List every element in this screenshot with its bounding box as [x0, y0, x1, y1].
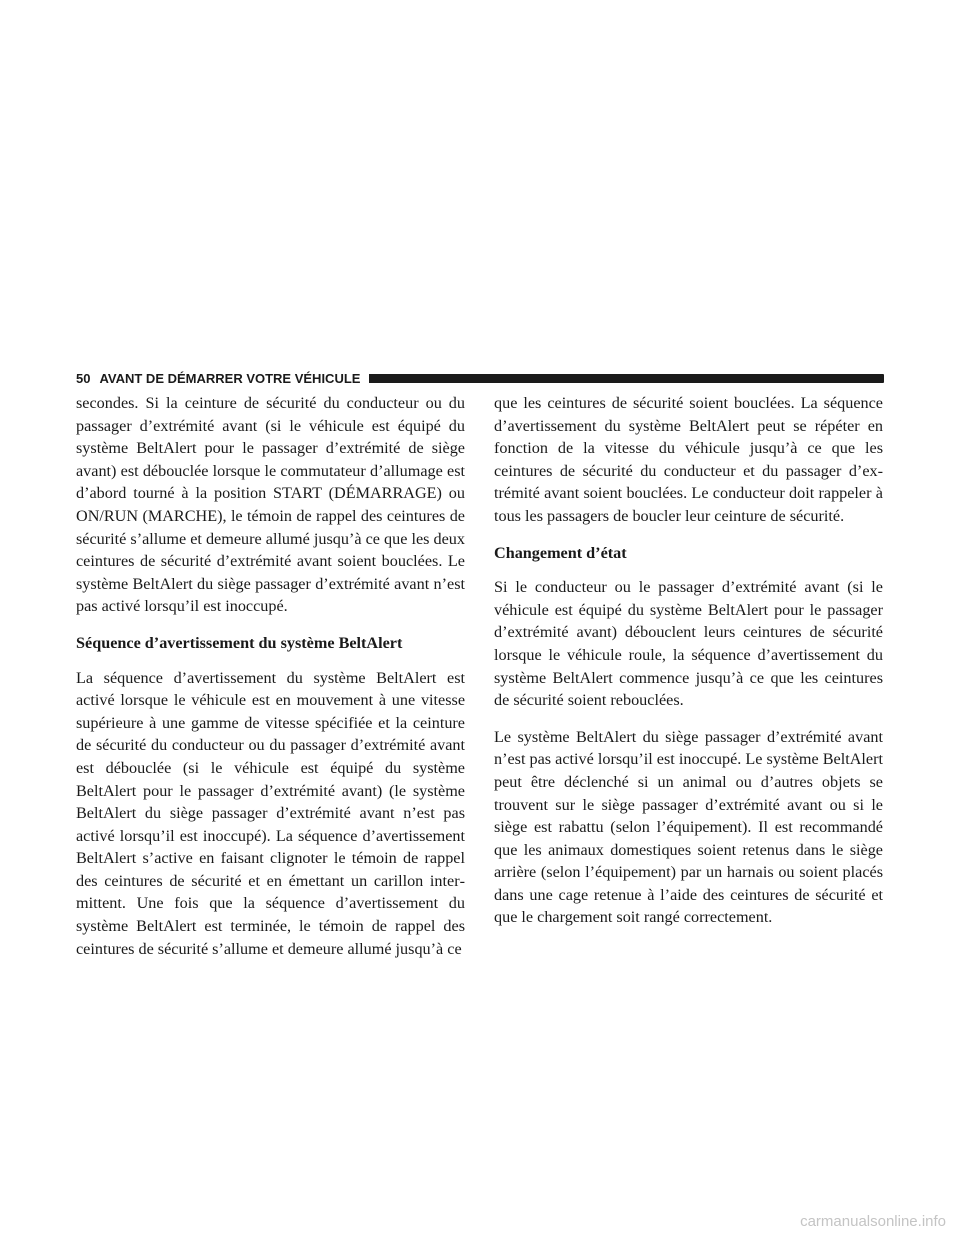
page-number: 50: [76, 370, 91, 386]
heading-beltalert-sequence: Séquence d’avertissement du système BeltAlert: [76, 633, 403, 652]
watermark-text: carmanualsonline.info: [800, 1213, 946, 1230]
left-paragraph-2: La séquence d’avertissement du système BeltAlert est activé lorsque le véhicule est en mouvement à une vitesse supérieure à une gamme de vitesse spécifiée et la ceinture de sécurité du conducteur ou du passager d’extrémité avant est débouclée (si le véhicule est équipé du système BeltAlert pour le passager d’extrémité avant) (le système BeltAlert du siège passager d’extrémité avant n’est pas activé lorsqu’il est inoccupé). La séquence d’avertissement BeltAlert s’active en faisant clignoter le témoin de rappel des ceintures de sécurité et en émettant un carillon intermittent. Une fois que la séquence d’avertissement du système BeltAlert est terminée, le témoin de rappel des ceintures de sécurité s’allume et demeure allumé jusqu’à ce: [76, 668, 465, 958]
left-paragraph-1: secondes. Si la ceinture de sécurité du conducteur ou du passager d’extrémité avant (si le véhicule est équipé du système BeltAlert pour le passager d’extrémité de siège avant) est débouclée lorsque le commutateur d’allumage est d’abord tourné à la position START (DÉMARRAGE) ou ON/RUN (MARCHE), le témoin de rappel des ceintures de sécurité s’allume et demeure allumé jusqu’à ce que les deux ceintures de sécurité d’extrémité avant soient bouclées. Le système BeltAlert du siège passager d’extrémité avant n’est pas activé lorsqu’il est inoccupé.: [76, 394, 465, 616]
right-paragraph-3: Le système BeltAlert du siège passager d’extrémité avant n’est pas activé lorsqu’il est inoccupé. Le système BeltAlert peut être déclenché si un animal ou d’autres objets se trouvent sur le siège passager d’extrémité avant ou si le siège est rabattu (selon l’équipement). Il est recommandé que les animaux domestiques soient retenus dans le siège arrière (selon l’équipement) par un harnais ou soient placés dans une cage retenue à l’aide des ceintures de sécurité et que le chargement soit rangé correctement.: [494, 727, 883, 927]
section-title: AVANT DE DÉMARRER VOTRE VÉHICULE: [99, 370, 361, 386]
right-paragraph-2: Si le conducteur ou le passager d’extrémité avant (si le véhicule est équipé du système BeltAlert pour le passager d’extrémité avant) débouclent leurs ceintures de sécurité lorsque le véhicule roule, la séquence d’avertissement du système BeltAlert commence jusqu’à ce que les ceintures de sécurité soient rebouclées.: [494, 578, 883, 710]
header-rule: [369, 374, 884, 383]
right-column: [494, 392, 883, 943]
left-column: [76, 392, 465, 974]
page-header: [76, 368, 884, 388]
right-paragraph-1: que les ceintures de sécurité soient bouclées. La séquence d’avertissement du système BeltAlert peut se répéter en fonction de la vitesse du véhicule jusqu’à ce que les ceintures de sécurité du conducteur et du passager d’extrémité avant soient bouclées. Le conducteur doit rappeler à tous les passagers de boucler leur ceinture de sécurité.: [494, 394, 883, 525]
heading-change-of-status: Changement d’état: [494, 543, 627, 562]
